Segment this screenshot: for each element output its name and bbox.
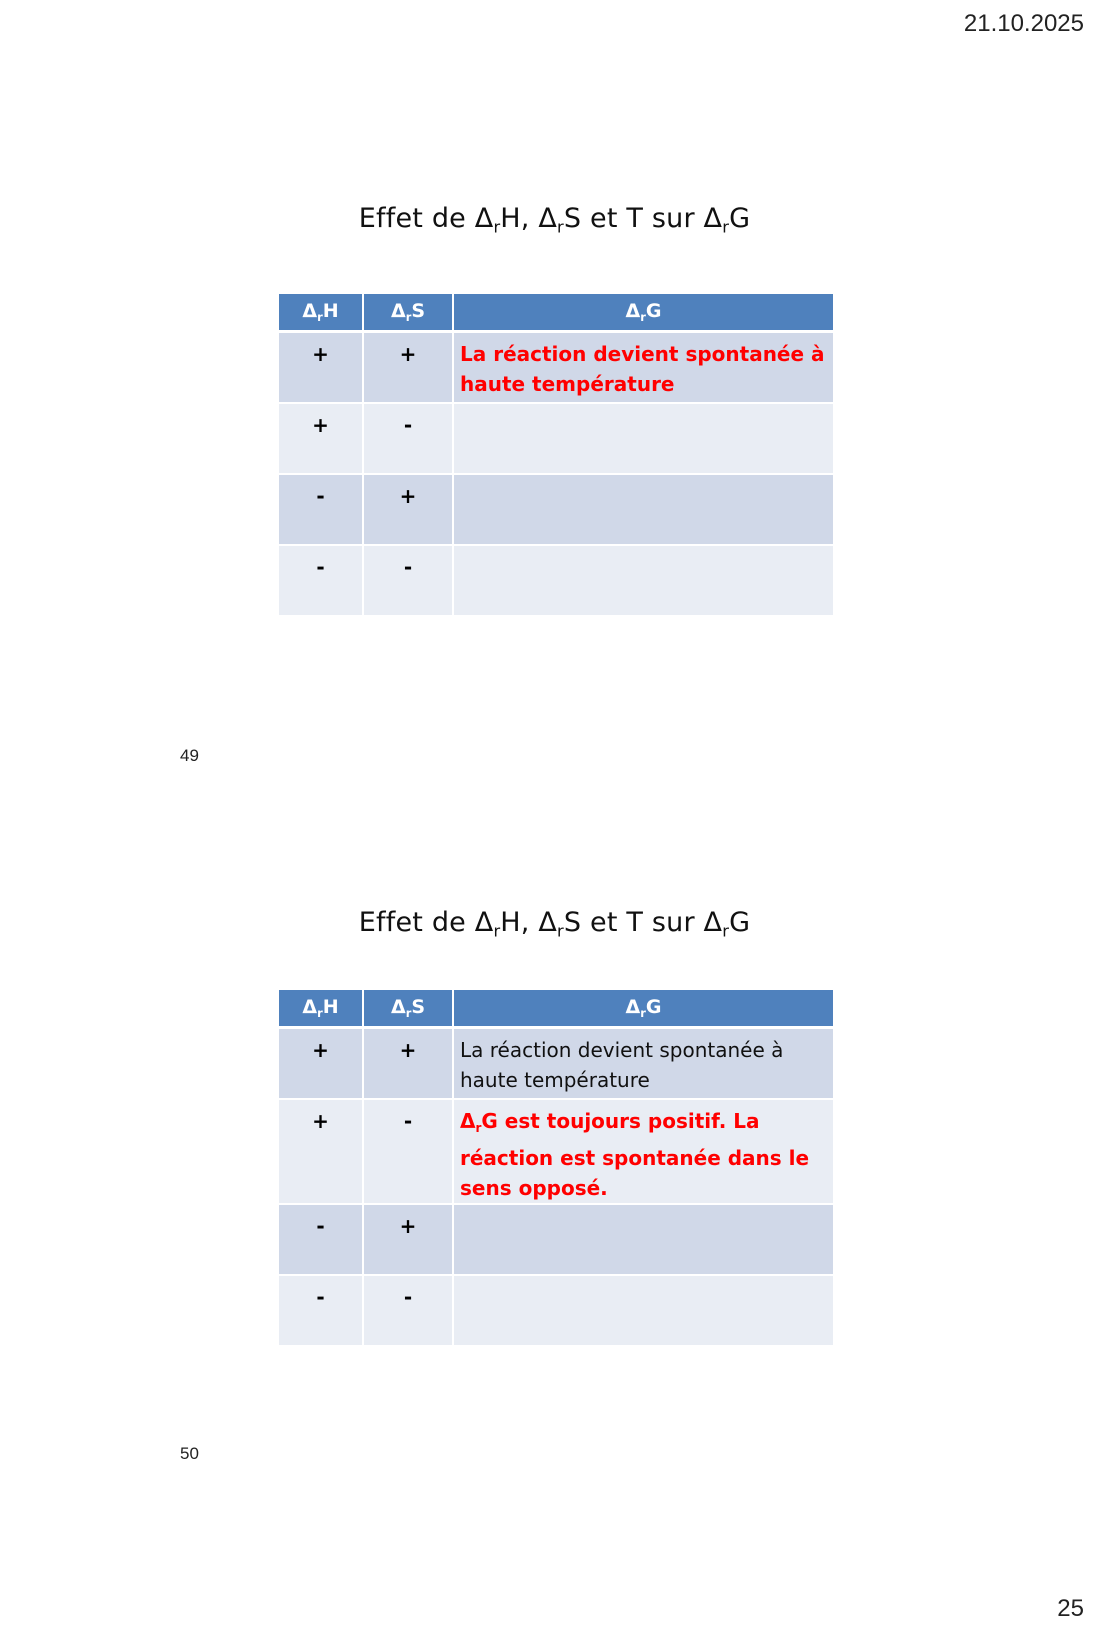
cell-delta-s: + — [363, 1028, 453, 1100]
slide-title: Effet de $\Delta_rH$, $\Delta_rS$ et T sur $\Delta_rG$ — [358, 907, 751, 941]
header-delta-s: $\Delta_rS$ — [363, 989, 453, 1028]
table-row — [278, 1099, 834, 1204]
cell-delta-h: + — [278, 403, 363, 474]
cell-delta-s: + — [363, 332, 453, 404]
cell-delta-h: + — [278, 1099, 363, 1204]
cell-delta-h: + — [278, 332, 363, 404]
header-delta-h: $\Delta_rH$ — [278, 293, 363, 332]
page-date: 21.10.2025 — [963, 10, 1084, 37]
header-delta-s: $\Delta_rS$ — [363, 293, 453, 332]
cell-delta-h: + — [278, 1028, 363, 1100]
table-header-row — [278, 989, 834, 1028]
cell-delta-s: + — [363, 1204, 453, 1275]
cell-delta-h: - — [278, 1275, 363, 1346]
cell-delta-h: - — [278, 474, 363, 545]
slide-number: 50 — [180, 1444, 199, 1463]
table-row — [278, 1028, 834, 1100]
cell-delta-s: - — [363, 1275, 453, 1346]
cell-delta-g: La réaction devient spontanée à haute température — [453, 1028, 834, 1100]
table-row — [278, 1275, 834, 1346]
slide-number: 49 — [180, 746, 199, 765]
page-number: 25 — [1057, 1595, 1084, 1622]
cell-delta-s: - — [363, 403, 453, 474]
cell-delta-h: - — [278, 1204, 363, 1275]
slide-title: Effet de $\Delta_rH$, $\Delta_rS$ et T sur $\Delta_rG$ — [358, 203, 751, 237]
cell-delta-g: La réaction devient spontanée à haute température — [453, 332, 834, 404]
cell-delta-s: - — [363, 1099, 453, 1204]
cell-delta-h: - — [278, 545, 363, 616]
table-row — [278, 1204, 834, 1275]
header-delta-h: $\Delta_rH$ — [278, 989, 363, 1028]
thermo-table — [277, 988, 835, 1347]
cell-delta-s: - — [363, 545, 453, 616]
cell-delta-s: + — [363, 474, 453, 545]
cell-delta-g — [453, 1275, 834, 1346]
header-delta-g: $\Delta_rG$ — [453, 989, 834, 1028]
cell-delta-g: $\Delta_rG$ est toujours positif. La réaction est spontanée dans le sens opposé. — [453, 1099, 834, 1204]
cell-delta-g — [453, 1204, 834, 1275]
header-delta-g: $\Delta_rG$ — [453, 293, 834, 332]
